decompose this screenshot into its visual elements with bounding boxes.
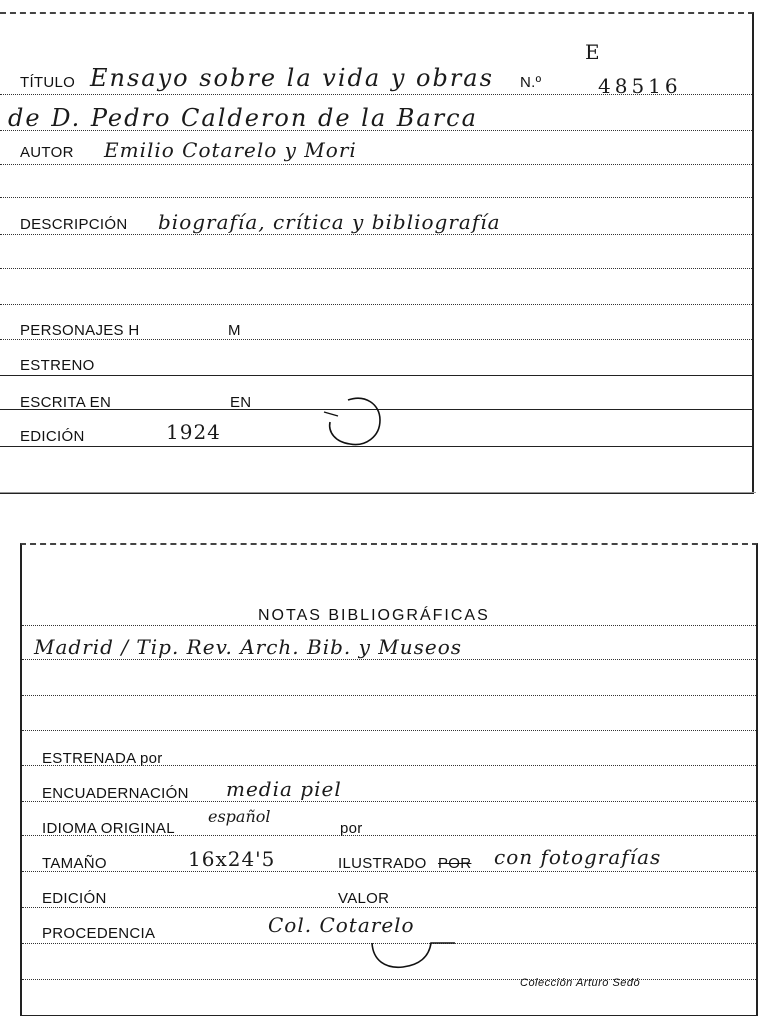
edicion-label: EDICIÓN [20, 428, 85, 445]
rule-line [22, 730, 756, 731]
numero-prefix: E [585, 40, 601, 64]
estreno-label: ESTRENO [20, 357, 95, 374]
descripcion-value: biografía, crítica y bibliografía [158, 210, 501, 234]
ilustrado-por-label: POR [438, 855, 472, 872]
notas-heading: NOTAS BIBLIOGRÁFICAS [258, 607, 490, 624]
rule-line [22, 907, 756, 908]
ink-stamp-mark [320, 392, 390, 452]
idioma-por-label: por [340, 820, 363, 837]
encuadernacion-value: media piel [226, 777, 342, 801]
catalog-card-back [20, 543, 758, 1016]
rule-line [22, 625, 756, 626]
rule-line [22, 695, 756, 696]
titulo-label: TÍTULO [20, 74, 76, 91]
descripcion-label: DESCRIPCIÓN [20, 216, 128, 233]
rule-line [0, 304, 752, 305]
notas-value: Madrid / Tip. Rev. Arch. Bib. y Museos [34, 635, 463, 659]
idioma-value: español [208, 807, 271, 826]
card-separator [0, 492, 756, 493]
rule-line [0, 197, 752, 198]
procedencia-value: Col. Cotarelo [268, 913, 415, 937]
titulo-value: Ensayo sobre la vida y obras [90, 64, 494, 92]
rule-line [22, 979, 756, 980]
numero-value: 48516 [598, 74, 682, 98]
idioma-label: IDIOMA ORIGINAL [42, 820, 175, 837]
tamano-label: TAMAÑO [42, 855, 107, 872]
personajes-label: PERSONAJES H [20, 322, 140, 339]
escrita-label: ESCRITA EN [20, 394, 112, 411]
catalog-card-front [0, 12, 754, 494]
rule-line [22, 659, 756, 660]
ink-stamp-mark [367, 935, 457, 975]
autor-label: AUTOR [20, 144, 74, 161]
rule-line [0, 375, 752, 376]
escrita-en-label: EN [230, 394, 252, 411]
edicion-value: 1924 [166, 420, 221, 444]
procedencia-label: PROCEDENCIA [42, 925, 156, 942]
collection-footer: Colección Arturo Sedó [520, 977, 641, 989]
ilustrado-value: con fotografías [494, 845, 662, 869]
tamano-value: 16x24'5 [188, 847, 276, 871]
rule-line [0, 164, 752, 165]
estrenada-label: ESTRENADA por [42, 750, 163, 767]
titulo-continuation: de D. Pedro Calderon de la Barca [8, 104, 478, 132]
valor-label: VALOR [338, 890, 390, 907]
ilustrado-label: ILUSTRADO [338, 855, 427, 872]
personajes-m-label: M [228, 322, 241, 339]
rule-line [0, 339, 752, 340]
numero-label: N.º [520, 74, 542, 91]
encuadernacion-label: ENCUADERNACIÓN [42, 785, 189, 802]
rule-line [0, 268, 752, 269]
edicion-label-back: EDICIÓN [42, 890, 107, 907]
rule-line [0, 234, 752, 235]
autor-value: Emilio Cotarelo y Mori [104, 138, 357, 162]
